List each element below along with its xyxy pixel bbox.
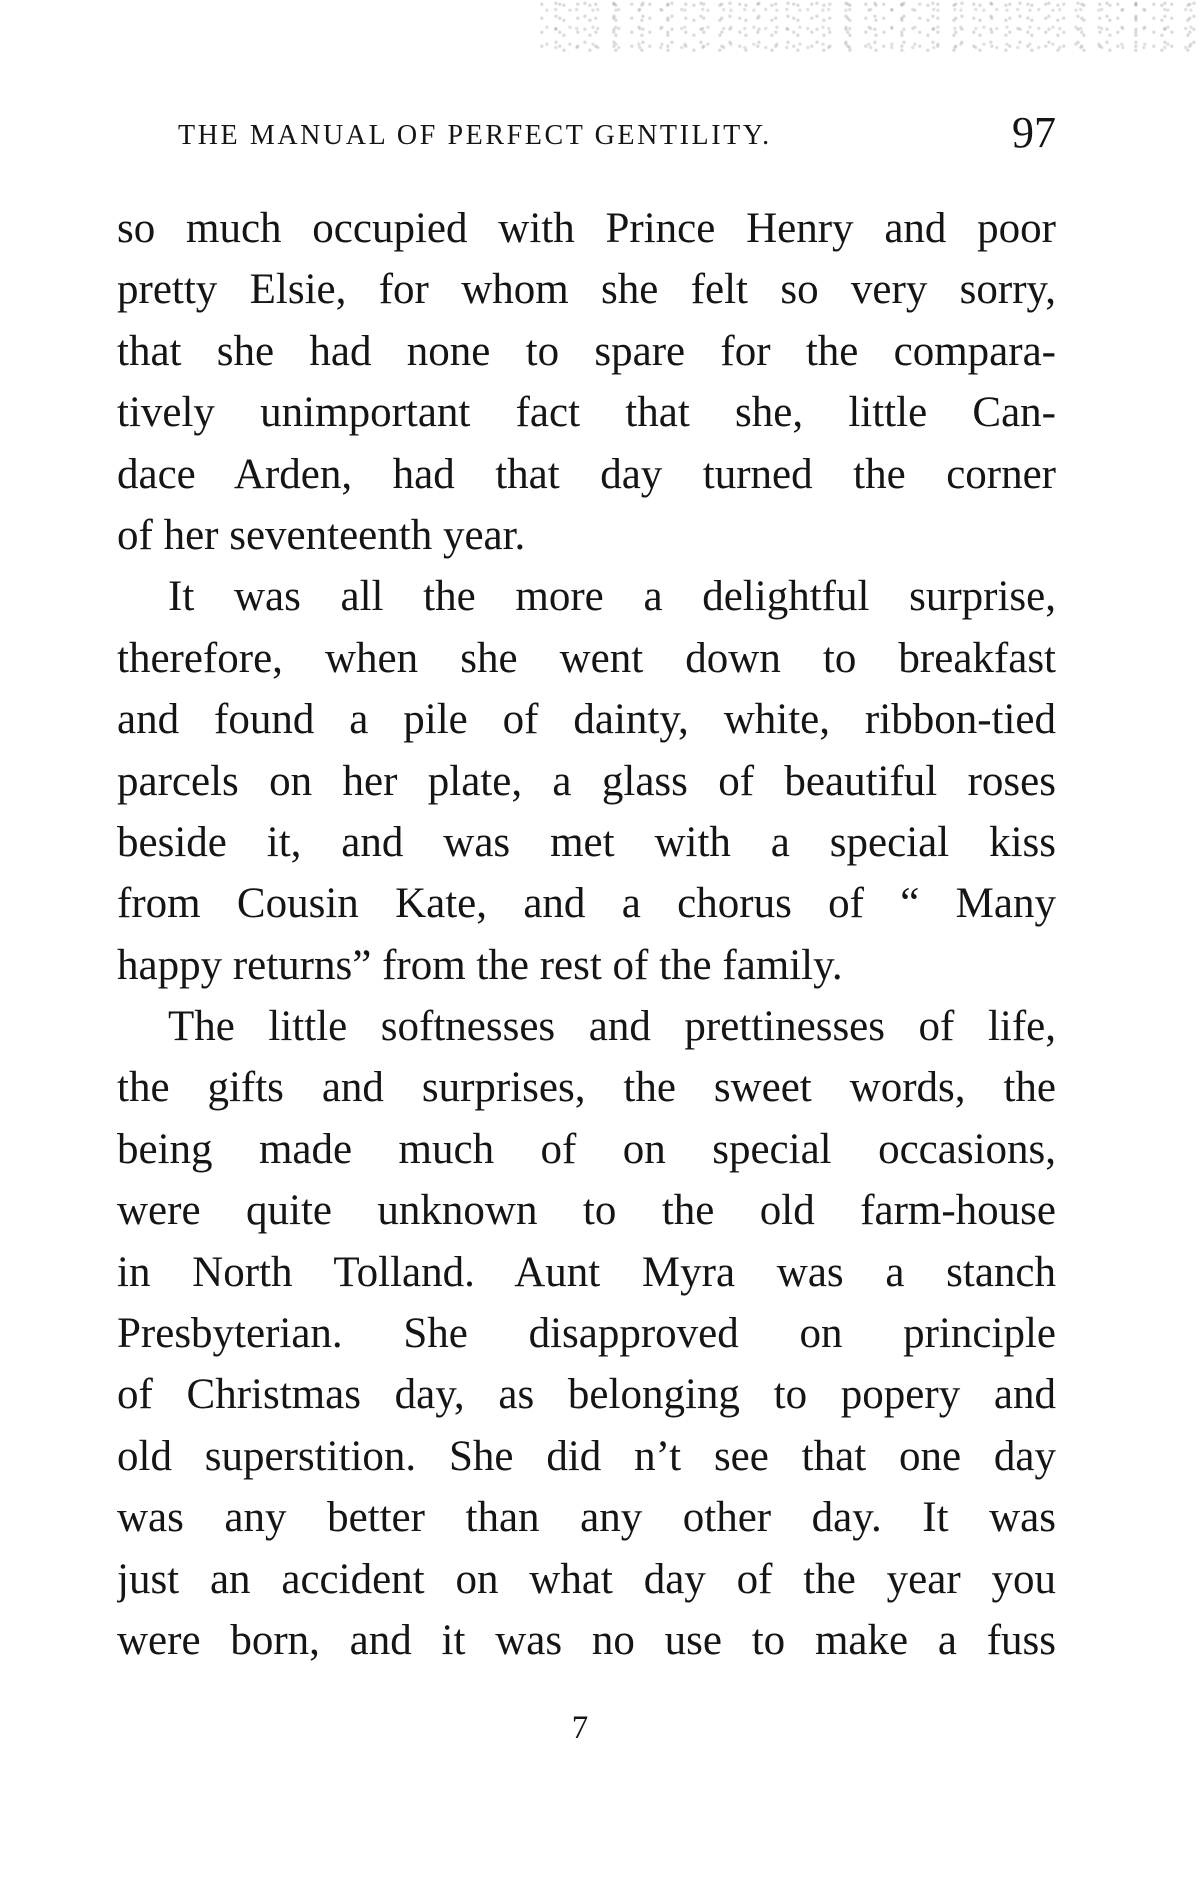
text-line: of Christmas day, as belonging to popery and — [117, 1371, 1056, 1419]
text-line: and found a pile of dainty, white, ribbon-tied — [117, 696, 1056, 744]
text-line: old superstition. She did n’t see that one day — [117, 1432, 1056, 1480]
text-line: just an accident on what day of the year you — [117, 1555, 1056, 1603]
text-line: was any better than any other day. It was — [117, 1494, 1056, 1542]
text-line: of her seventeenth year. — [117, 511, 526, 559]
paper-speckle-texture — [540, 0, 1200, 52]
text-line: tively unimportant fact that she, little Can- — [117, 389, 1056, 437]
paragraph — [117, 198, 1056, 566]
page-number: 97 — [1012, 108, 1056, 157]
text-line: beside it, and was met with a special kiss — [117, 818, 1056, 866]
text-line: so much occupied with Prince Henry and poor — [117, 205, 1056, 252]
text-line: in North Tolland. Aunt Myra was a stanch — [117, 1248, 1056, 1296]
text-line: happy returns” from the rest of the family. — [117, 941, 843, 989]
signature-mark: 7 — [571, 1710, 589, 1746]
text-line: being made much of on special occasions, — [117, 1125, 1056, 1173]
text-line: pretty Elsie, for whom she felt so very sorry, — [117, 266, 1056, 314]
text-line: Presbyterian. She disapproved on principle — [117, 1310, 1056, 1358]
text-line: parcels on her plate, a glass of beautiful roses — [117, 757, 1056, 805]
text-line: were quite unknown to the old farm-house — [117, 1187, 1056, 1235]
text-line: the gifts and surprises, the sweet words, the — [117, 1064, 1056, 1112]
text-line: dace Arden, had that day turned the corner — [117, 450, 1056, 498]
text-line: that she had none to spare for the compara- — [117, 327, 1056, 375]
paragraph — [117, 996, 1056, 1671]
text-line: It was all the more a delightful surprise, — [168, 573, 1056, 621]
text-line: from Cousin Kate, and a chorus of “ Many — [117, 880, 1056, 928]
text-line: therefore, when she went down to breakfast — [117, 634, 1056, 682]
paragraph — [117, 566, 1056, 996]
running-title: THE MANUAL OF PERFECT GENTILITY. — [178, 120, 772, 151]
page-header — [178, 108, 1056, 158]
body-text — [117, 198, 1056, 1671]
text-line: The little softnesses and prettinesses of life, — [168, 1003, 1056, 1051]
text-line: were born, and it was no use to make a fuss — [117, 1616, 1056, 1664]
